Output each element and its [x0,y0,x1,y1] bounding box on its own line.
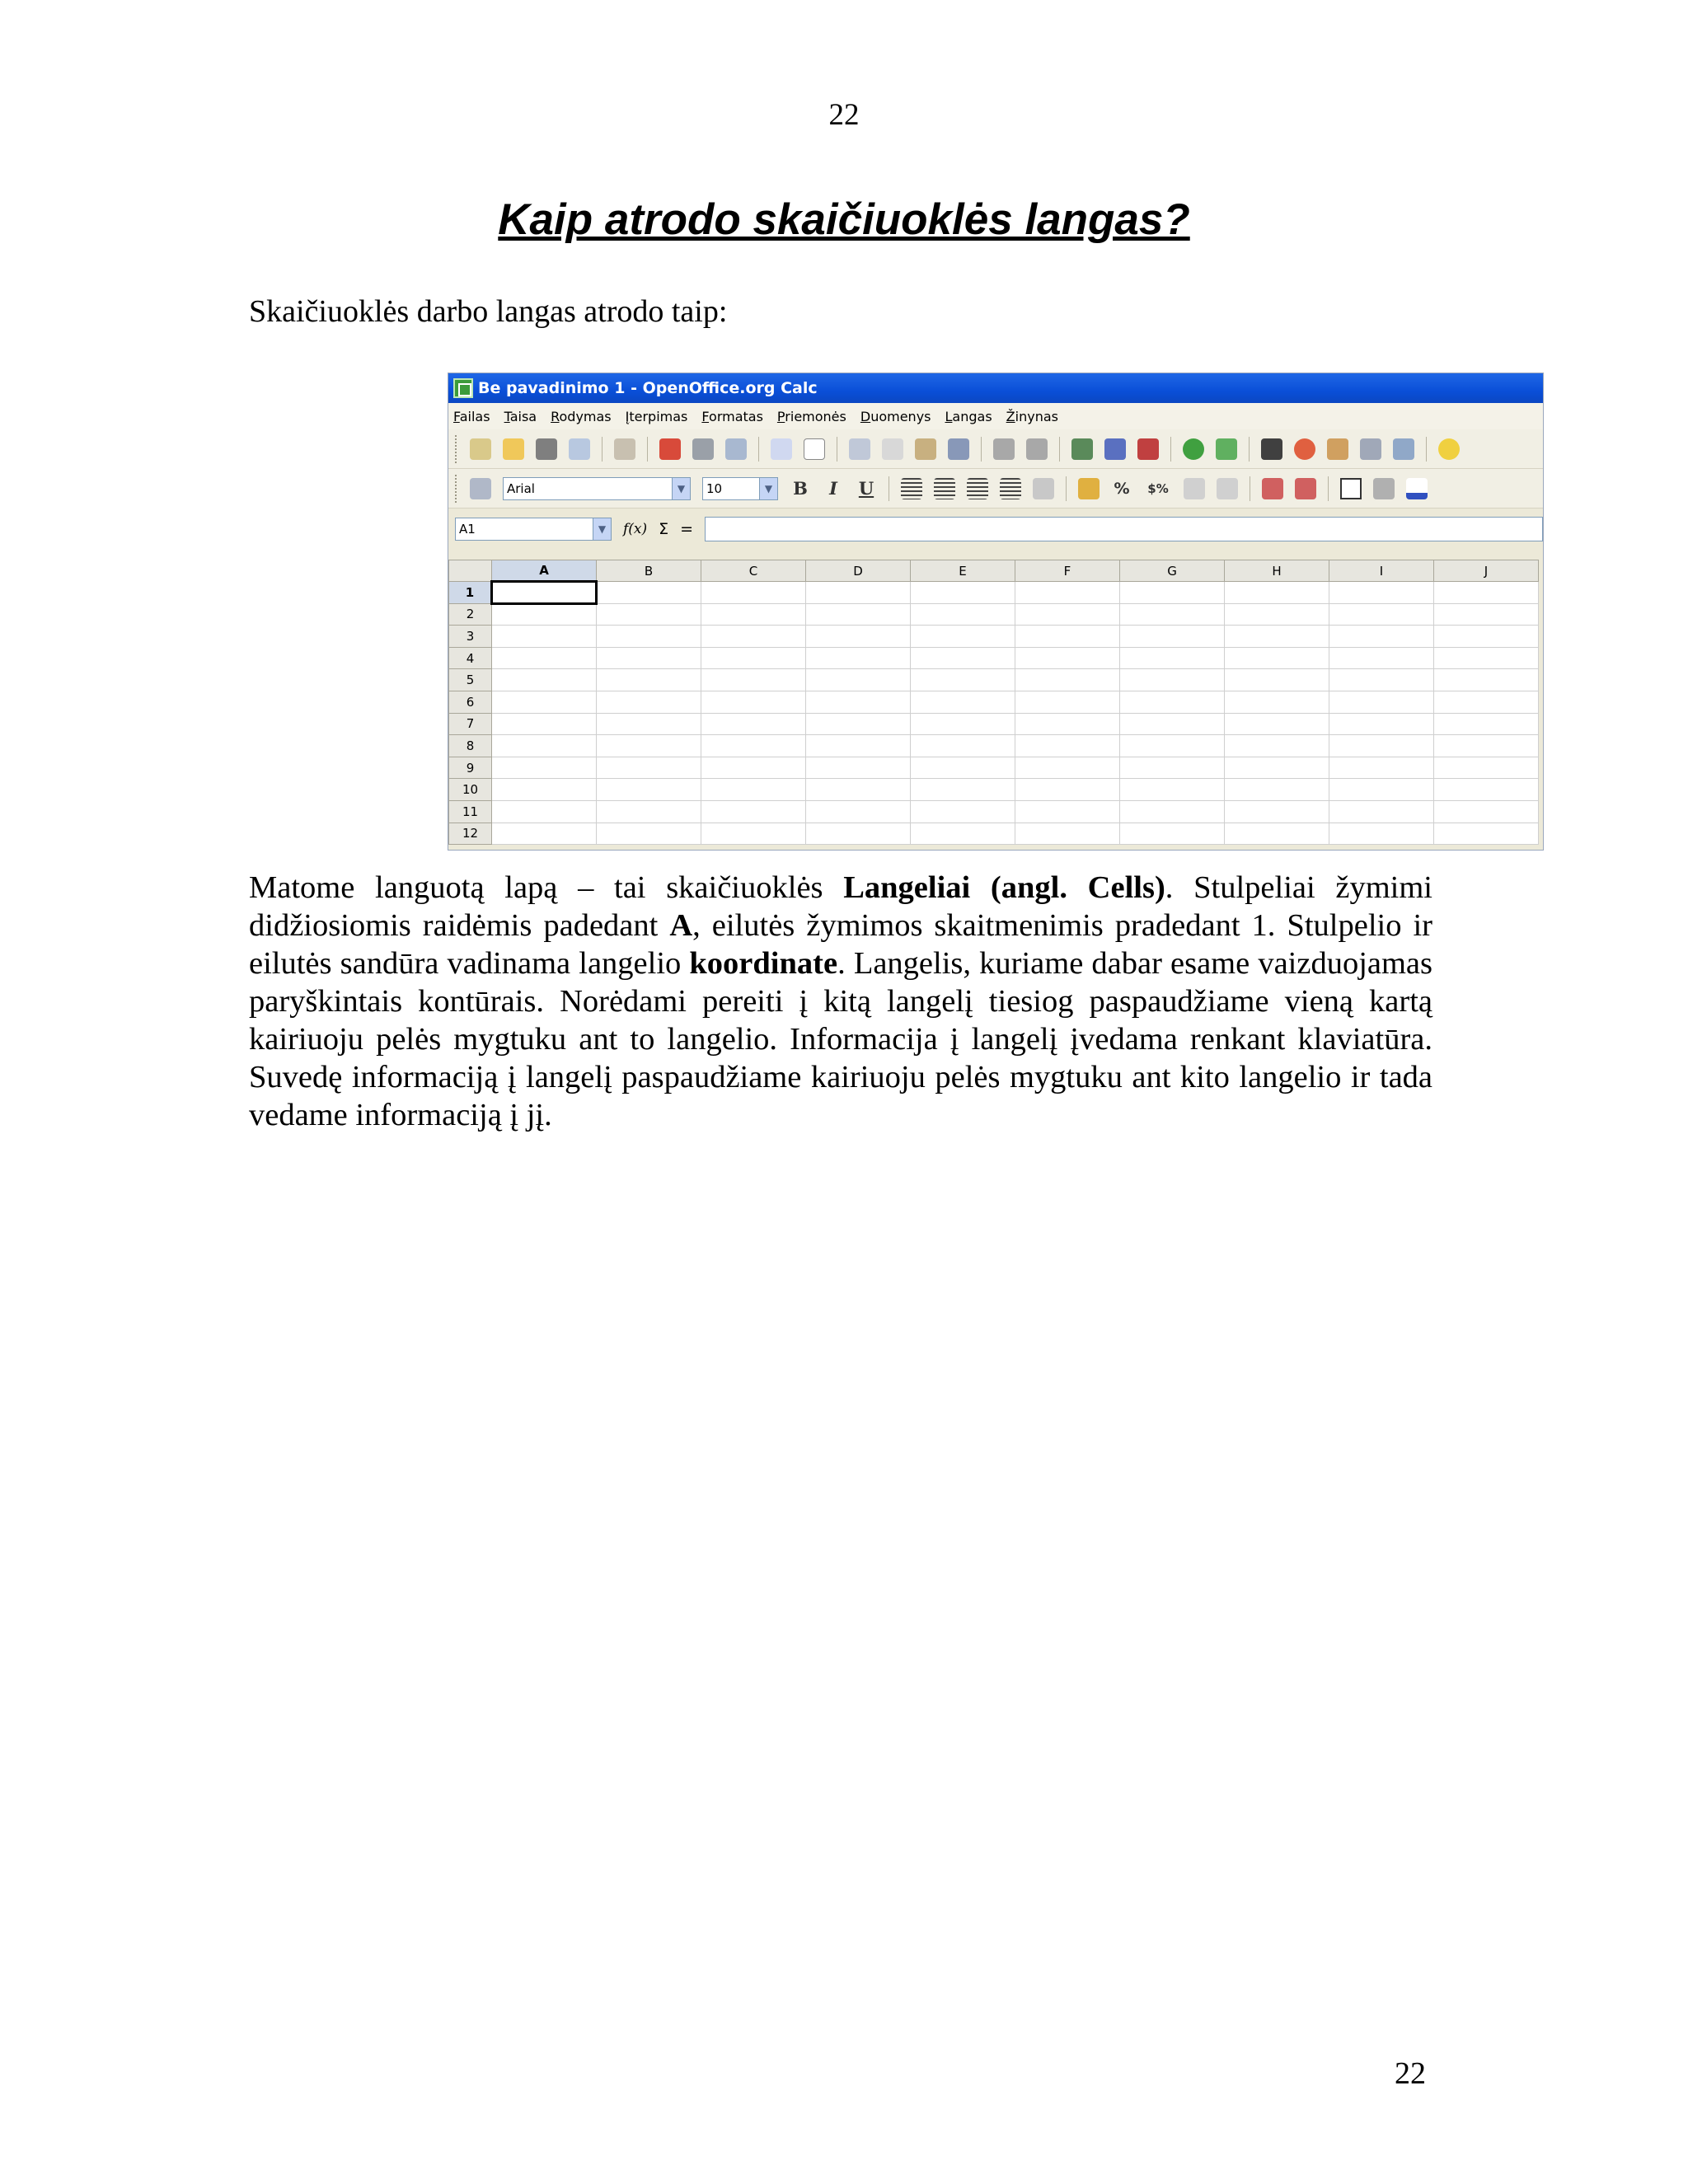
cell[interactable] [1120,800,1225,823]
cell[interactable] [911,757,1015,779]
body-paragraph [249,869,1432,1134]
body-text-segment: . Stulpeliai žymimi didžiosiomis raidėmis padedant [249,870,1432,943]
menu-item[interactable]: Taisa [504,408,537,424]
cell[interactable] [911,603,1015,626]
window-title: Be pavadinimo 1 - OpenOffice.org Calc [478,379,818,397]
page-title: Kaip atrodo skaičiuoklės langas? [498,195,1190,244]
row-header[interactable]: 10 [449,779,492,801]
cell[interactable] [911,647,1015,669]
cell[interactable] [1225,823,1329,845]
cell[interactable] [701,691,806,713]
new-document-icon[interactable] [470,438,491,460]
formula-input[interactable] [705,517,1543,541]
underline-button[interactable]: U [858,478,874,499]
column-header[interactable]: E [911,560,1015,582]
cell[interactable] [1225,713,1329,735]
cell[interactable] [492,603,597,626]
cell[interactable] [911,823,1015,845]
paste-icon[interactable] [915,438,936,460]
cell[interactable] [911,582,1015,604]
cell[interactable] [911,669,1015,691]
cell[interactable] [1015,582,1120,604]
cell[interactable] [1015,647,1120,669]
cell[interactable] [806,691,911,713]
cell[interactable] [1434,757,1539,779]
toolbar-grip[interactable] [455,475,458,503]
cell[interactable] [701,603,806,626]
name-box-value: A1 [459,522,476,537]
increase-indent-icon[interactable] [1295,478,1316,499]
cell[interactable] [1434,823,1539,845]
add-decimal-icon[interactable] [1184,478,1205,499]
email-icon[interactable] [569,438,590,460]
find-replace-icon[interactable] [1261,438,1282,460]
term-coordinate: koordinate [689,946,838,981]
cell[interactable] [1329,757,1434,779]
cell[interactable] [1329,691,1434,713]
autospellcheck-icon[interactable] [804,438,825,460]
chevron-down-icon[interactable]: ▼ [593,518,611,540]
spellcheck-icon[interactable] [771,438,792,460]
cell[interactable] [1434,582,1539,604]
row-header[interactable]: 6 [449,691,492,713]
show-draw-functions-icon[interactable] [1216,438,1237,460]
calc-app-icon [453,378,473,398]
cell[interactable] [492,779,597,801]
cell[interactable] [492,647,597,669]
cell[interactable] [806,757,911,779]
row-header[interactable]: 8 [449,735,492,757]
export-pdf-icon[interactable] [659,438,681,460]
format-paintbrush-icon[interactable] [948,438,969,460]
cell[interactable] [701,669,806,691]
formula-bar [448,509,1543,550]
toolbar-separator [1066,476,1067,501]
font-name-combo[interactable] [503,477,691,500]
cell[interactable] [597,713,701,735]
cell[interactable] [1120,713,1225,735]
cell[interactable] [1225,691,1329,713]
cell[interactable] [911,735,1015,757]
name-box[interactable] [455,518,612,541]
column-header[interactable]: I [1329,560,1434,582]
cell[interactable] [597,691,701,713]
body-text-segment: , eilutės žymimos skaitmenimis pradedant 1. Stulpelio ir eilutės sandūra vadinama langelio [249,908,1432,981]
cell[interactable] [1015,603,1120,626]
menu-item[interactable]: Įterpimas [625,408,688,424]
redo-icon[interactable] [1026,438,1048,460]
row-header[interactable]: 2 [449,603,492,626]
cell[interactable] [1329,603,1434,626]
cell[interactable] [1120,603,1225,626]
print-icon[interactable] [692,438,714,460]
cell[interactable] [492,713,597,735]
cell[interactable] [1329,713,1434,735]
menu-item[interactable]: Žinynas [1006,408,1058,424]
select-all-corner[interactable] [449,560,492,582]
cell[interactable] [911,779,1015,801]
zoom-icon[interactable] [1393,438,1414,460]
background-color-icon[interactable] [1373,478,1395,499]
cell[interactable] [1120,779,1225,801]
cell[interactable] [1434,669,1539,691]
sort-ascending-icon[interactable] [1104,438,1126,460]
row-header[interactable]: 9 [449,757,492,779]
cell[interactable] [806,669,911,691]
cell[interactable] [1120,735,1225,757]
cell[interactable] [701,757,806,779]
cell[interactable] [597,669,701,691]
intro-text: Skaičiuoklės darbo langas atrodo taip: [249,294,728,329]
cell[interactable] [806,779,911,801]
menu-item[interactable]: Failas [453,408,490,424]
column-header[interactable]: F [1015,560,1120,582]
delete-decimal-icon[interactable] [1217,478,1238,499]
cell[interactable] [1329,647,1434,669]
column-header[interactable]: A [492,560,597,582]
open-folder-icon[interactable] [503,438,524,460]
print-preview-icon[interactable] [725,438,747,460]
cell[interactable] [597,582,701,604]
standard-toolbar [448,429,1543,469]
menu-item[interactable]: Duomenys [860,408,931,424]
cell[interactable] [492,669,597,691]
calc-screenshot [448,373,1544,851]
chevron-down-icon[interactable]: ▼ [759,478,777,499]
styles-icon[interactable] [470,478,491,499]
gallery-icon[interactable] [1327,438,1348,460]
cell[interactable] [1434,713,1539,735]
cell[interactable] [1120,647,1225,669]
chart-icon[interactable] [1183,438,1204,460]
italic-button[interactable]: I [829,478,837,499]
cell[interactable] [1434,626,1539,648]
cell[interactable] [597,647,701,669]
decrease-indent-icon[interactable] [1262,478,1283,499]
toolbar-separator [1059,437,1060,462]
cell[interactable] [1225,757,1329,779]
toolbar-separator [1170,437,1171,462]
cell[interactable] [1329,800,1434,823]
cell[interactable] [1329,779,1434,801]
cell[interactable] [1015,735,1120,757]
cell[interactable] [1434,603,1539,626]
cell[interactable] [911,800,1015,823]
cell[interactable] [806,582,911,604]
merge-cells-icon[interactable] [1033,478,1054,499]
column-header[interactable]: G [1120,560,1225,582]
cell[interactable] [1225,582,1329,604]
font-size-combo[interactable] [702,477,778,500]
cell[interactable] [1015,779,1120,801]
row-header[interactable]: 4 [449,647,492,669]
menu-item[interactable]: Priemonės [776,408,846,424]
page-number-top: 22 [828,98,860,132]
cell[interactable] [911,626,1015,648]
align-left-icon[interactable] [901,478,922,499]
sum-button[interactable]: Σ [659,520,669,538]
help-icon[interactable] [1438,438,1460,460]
toolbar-separator [1426,437,1427,462]
cell[interactable] [1225,626,1329,648]
justify-icon[interactable] [1000,478,1021,499]
cell[interactable] [492,691,597,713]
row-header[interactable]: 11 [449,800,492,823]
cell[interactable] [597,823,701,845]
cell[interactable] [911,691,1015,713]
cell[interactable] [806,713,911,735]
cell[interactable] [597,735,701,757]
chevron-down-icon[interactable]: ▼ [672,478,690,499]
cell[interactable] [1120,757,1225,779]
column-header[interactable]: J [1434,560,1539,582]
row-header[interactable]: 1 [449,582,492,604]
cell[interactable] [806,626,911,648]
standard-format-button[interactable]: $% [1147,480,1169,496]
cut-icon[interactable] [849,438,870,460]
cell[interactable] [1434,691,1539,713]
row-header[interactable]: 3 [449,626,492,648]
cell[interactable] [597,779,701,801]
cell[interactable] [1015,713,1120,735]
cell[interactable] [1434,735,1539,757]
cell[interactable] [1329,582,1434,604]
toolbar-separator [981,437,982,462]
save-icon[interactable] [536,438,557,460]
cell[interactable] [1434,779,1539,801]
cell[interactable] [701,582,806,604]
cell[interactable] [1225,647,1329,669]
spreadsheet-grid [448,560,1539,845]
column-header[interactable]: D [806,560,911,582]
row-header[interactable]: 12 [449,823,492,845]
page-number-bottom: 22 [1395,2056,1426,2091]
cell[interactable] [492,582,597,604]
cell[interactable] [1120,669,1225,691]
cell[interactable] [701,779,806,801]
toolbar-separator [647,437,648,462]
cell[interactable] [1329,626,1434,648]
column-header[interactable]: C [701,560,806,582]
cell[interactable] [492,757,597,779]
cell[interactable] [1120,626,1225,648]
cell[interactable] [492,626,597,648]
cell[interactable] [597,800,701,823]
body-text-segment: Matome languotą lapą – tai skaičiuoklės [249,870,844,905]
column-header[interactable]: H [1225,560,1329,582]
cell[interactable] [1015,691,1120,713]
sort-descending-icon[interactable] [1137,438,1159,460]
menu-item[interactable]: Formatas [701,408,763,424]
cell[interactable] [1225,800,1329,823]
cell[interactable] [911,713,1015,735]
cell[interactable] [1015,757,1120,779]
term-column-a: A [669,908,693,943]
function-wizard-button[interactable]: f(x) [623,521,648,537]
font-color-icon[interactable] [1406,478,1428,499]
cell[interactable] [1434,800,1539,823]
formatting-toolbar [448,469,1543,509]
cell[interactable] [492,800,597,823]
cell[interactable] [806,800,911,823]
currency-format-icon[interactable] [1078,478,1100,499]
cell[interactable] [1015,626,1120,648]
sheet-table [448,560,1539,845]
term-cells: Langeliai (angl. Cells) [843,870,1165,905]
edit-file-icon[interactable] [614,438,635,460]
cell[interactable] [597,626,701,648]
align-right-icon[interactable] [967,478,988,499]
cell[interactable] [1015,669,1120,691]
cell[interactable] [701,800,806,823]
cell[interactable] [1015,800,1120,823]
menu-item[interactable]: Rodymas [551,408,612,424]
toolbar-separator [758,437,759,462]
cell[interactable] [492,823,597,845]
copy-icon[interactable] [882,438,903,460]
column-header[interactable]: B [597,560,701,582]
function-button[interactable]: = [680,520,694,538]
body-text-segment: . Langelis, kuriame dabar esame vaizduojamas paryškintais kontūrais. Norėdami pereiti į kitą langelį tiesiog paspaudžiame vieną kartą kairiuoju pelės mygtuku ant to langelio. Informacija į langelį įvedama renkant klaviatūra. Suvedę informaciją į langelį paspaudžiame kairiuoju pelės mygtuku ant kito langelio ir tada vedame informaciją į jį. [249,946,1433,1132]
cell[interactable] [1225,735,1329,757]
row-header[interactable]: 7 [449,713,492,735]
cell[interactable] [1120,691,1225,713]
bold-button[interactable]: B [793,478,808,499]
toolbar-separator [602,437,603,462]
toolbar-separator [1328,476,1329,501]
cell[interactable] [806,647,911,669]
cell[interactable] [701,823,806,845]
cell[interactable] [597,757,701,779]
row-header[interactable]: 5 [449,669,492,691]
cell[interactable] [1120,823,1225,845]
cell[interactable] [1120,582,1225,604]
cell[interactable] [1225,669,1329,691]
cell[interactable] [806,735,911,757]
cell[interactable] [1329,669,1434,691]
cell[interactable] [1225,779,1329,801]
percent-format-button[interactable]: % [1114,479,1130,498]
menu-item[interactable]: Langas [945,408,992,424]
align-center-icon[interactable] [934,478,955,499]
font-size-value: 10 [706,480,723,496]
cell[interactable] [1329,823,1434,845]
data-sources-icon[interactable] [1360,438,1381,460]
hyperlink-icon[interactable] [1071,438,1093,460]
cell[interactable] [1329,735,1434,757]
cell[interactable] [701,713,806,735]
toolbar-separator [1249,437,1250,462]
cell[interactable] [806,823,911,845]
undo-icon[interactable] [993,438,1015,460]
navigator-icon[interactable] [1294,438,1315,460]
font-name-value: Arial [507,480,535,496]
cell[interactable] [701,626,806,648]
window-titlebar [448,373,1543,403]
cell[interactable] [806,603,911,626]
cell[interactable] [701,647,806,669]
menu-bar [448,403,1543,429]
borders-icon[interactable] [1340,478,1362,499]
cell[interactable] [492,735,597,757]
cell[interactable] [701,735,806,757]
cell[interactable] [1225,603,1329,626]
cell[interactable] [1015,823,1120,845]
cell[interactable] [597,603,701,626]
toolbar-grip[interactable] [455,435,458,463]
cell[interactable] [1434,647,1539,669]
